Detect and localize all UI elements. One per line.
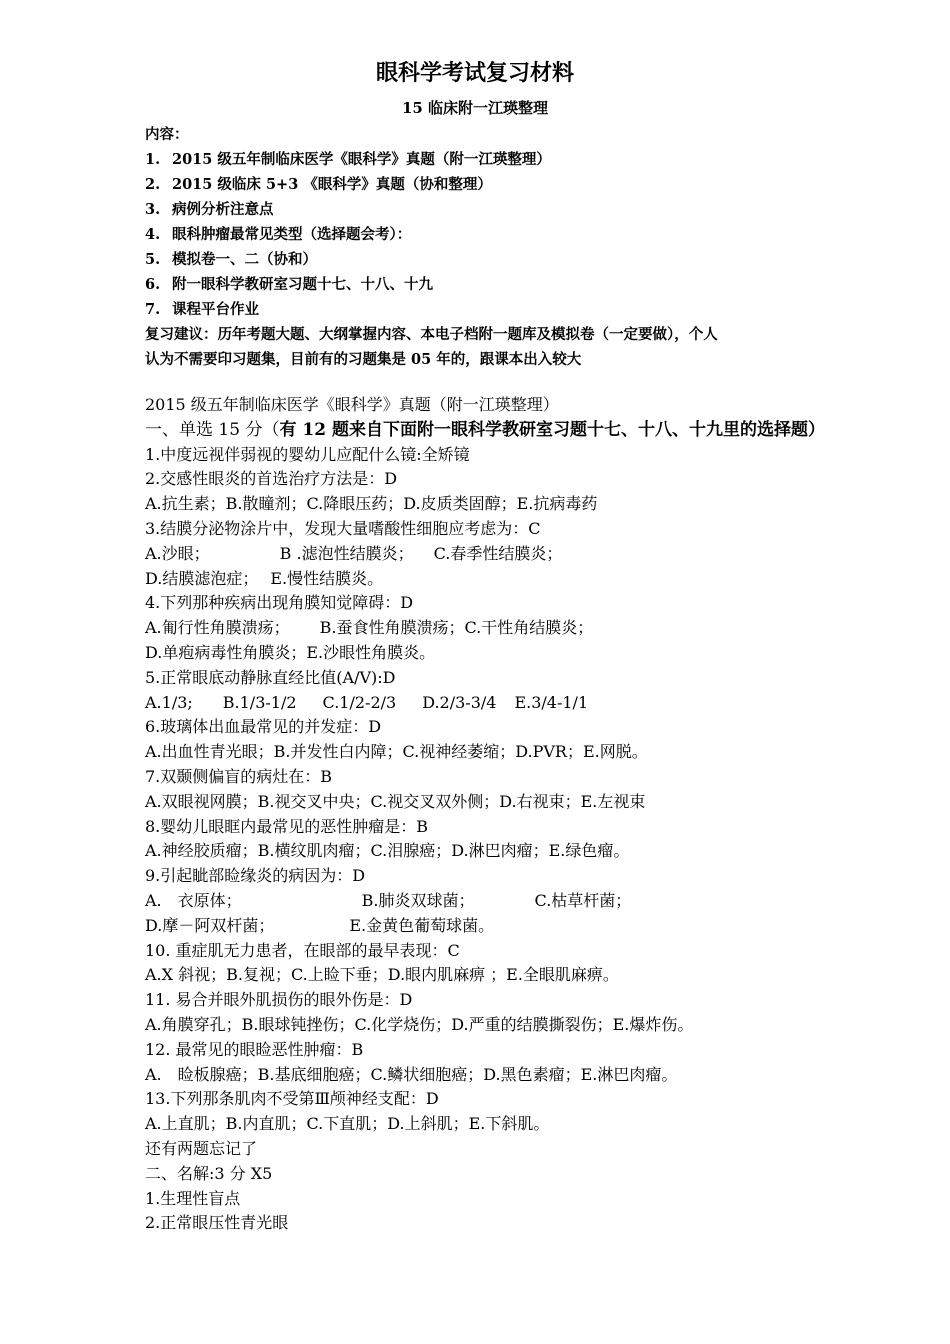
review-advice-line: 复习建议：历年考题大题、大纲掌握内容、本电子档附一题库及模拟卷（一定要做），个人 <box>145 326 718 343</box>
option: B.蚕食性角膜溃疡；C.干性角结膜炎； <box>319 618 594 638</box>
option: E.3/4-1/1 <box>514 692 589 712</box>
contents-item-number: 3. <box>145 201 161 218</box>
section-heading-note: 有 12 题来自下面附一眼科学教研室习题十七、十八、十九里的选择题） <box>279 419 825 440</box>
option: D.摩－阿双杆菌； <box>145 915 275 935</box>
contents-item-number: 2. <box>145 176 161 193</box>
options-line: A.神经胶质瘤；B.横纹肌肉瘤；C.泪腺癌；D.淋巴肉瘤；E.绿色瘤。 <box>145 841 630 861</box>
option: E.慢性结膜炎。 <box>270 568 384 588</box>
options-line <box>145 542 825 567</box>
contents-item <box>145 247 825 272</box>
contents-item-number: 4. <box>145 226 161 243</box>
option: A.1/3; <box>145 692 193 712</box>
contents-list <box>145 122 825 372</box>
options-line: A.X 斜视；B.复视；C.上睑下垂；D.眼内肌麻痹 ；E.全眼肌麻痹。 <box>145 965 619 985</box>
contents-item-text: 课程平台作业 <box>172 301 259 318</box>
option: B.肺炎双球菌； <box>361 890 475 910</box>
contents-item <box>145 147 825 172</box>
question-line: 2.交感性眼炎的首选治疗方法是：D <box>145 469 398 489</box>
question-line: 13.下列那条肌肉不受第Ⅲ颅神经支配：D <box>145 1089 439 1109</box>
question-line: 12. 最常见的眼睑恶性肿瘤：B <box>145 1039 364 1059</box>
question-line: 5.正常眼底动静脉直经比值(A/V):D <box>145 667 396 687</box>
options-line <box>145 914 825 939</box>
options-line <box>145 889 825 914</box>
contents-item <box>145 172 825 197</box>
contents-item-text: 2015 级临床 5+3 《眼科学》真题（协和整理） <box>172 176 492 193</box>
contents-item-number: 1. <box>145 151 161 168</box>
question-line: 11. 易合并眼外肌损伤的眼外伤是：D <box>145 990 413 1010</box>
options-line <box>145 567 825 592</box>
contents-item-text: 病例分析注意点 <box>172 201 274 218</box>
options-line: A.角膜穿孔；B.眼球钝挫伤；C.化学烧伤；D.严重的结膜撕裂伤；E.爆炸伤。 <box>145 1014 694 1034</box>
contents-item-text: 2015 级五年制临床医学《眼科学》真题（附一江瑛整理） <box>172 151 551 168</box>
options-line <box>145 616 825 641</box>
contents-item-number: 6. <box>145 276 161 293</box>
options-line: A. 睑板腺癌；B.基底细胞癌；C.鳞状细胞癌；D.黑色素瘤；E.淋巴肉瘤。 <box>145 1064 678 1084</box>
question-line: 10. 重症肌无力患者，在眼部的最早表现：C <box>145 940 460 960</box>
option: A.沙眼； <box>145 543 210 563</box>
document-title: 眼科学考试复习材料 <box>375 61 574 86</box>
contents-item <box>145 222 825 247</box>
contents-item-text: 眼科肿瘤最常见类型（选择题会考）： <box>172 226 412 243</box>
contents-item <box>145 197 825 222</box>
option: C.春季性结膜炎； <box>433 543 563 563</box>
contents-item-number: 7. <box>145 301 161 318</box>
options-line: A.抗生素；B.散瞳剂；C.降眼压药；D.皮质类固醇；E.抗病毒药 <box>145 494 598 514</box>
question-line: 3.结膜分泌物涂片中，发现大量嗜酸性细胞应考虑为：C <box>145 518 541 538</box>
question-line: 4.下列那种疾病出现角膜知觉障碍：D <box>145 593 414 613</box>
question-line: 9.引起眦部睑缘炎的病因为：D <box>145 866 366 886</box>
options-line <box>145 691 825 716</box>
section-heading-prefix: 一、单选 15 分（ <box>145 419 280 440</box>
term-line: 2.正常眼压性青光眼 <box>145 1213 289 1233</box>
option: B.1/3-1/2 <box>222 692 297 712</box>
section-heading: 二、名解:3 分 X5 <box>145 1163 273 1183</box>
exam-title: 2015 级五年制临床医学《眼科学》真题（附一江瑛整理） <box>145 395 559 414</box>
contents-item-number: 5. <box>145 251 161 268</box>
question-line: 1.中度远视伴弱视的婴幼儿应配什么镜:全矫镜 <box>145 444 470 464</box>
option: D.2/3-3/4 <box>422 692 497 712</box>
option: C.1/2-2/3 <box>322 692 397 712</box>
option: B .滤泡性结膜炎； <box>279 543 414 563</box>
option: C.枯草杆菌； <box>534 890 632 910</box>
note-line: 还有两题忘记了 <box>145 1138 258 1158</box>
question-line: 8.婴幼儿眼眶内最常见的恶性肿瘤是：B <box>145 816 429 836</box>
options-line: A.双眼视网膜；B.视交叉中央；C.视交叉双外侧；D.右视束；E.左视束 <box>145 791 646 811</box>
contents-item <box>145 272 825 297</box>
contents-item-text: 附一眼科学教研室习题十七、十八、十九 <box>172 276 433 293</box>
option: D.结膜滤泡症； <box>145 568 259 588</box>
question-line: 7.双颞侧偏盲的病灶在：B <box>145 766 333 786</box>
section-heading <box>145 418 825 443</box>
review-advice-line: 认为不需要印习题集，目前有的习题集是 05 年的，跟课本出入较大 <box>145 351 582 368</box>
exam-content <box>145 393 825 1236</box>
option: E.金黄色葡萄球菌。 <box>349 915 495 935</box>
document-subtitle: 15 临床附一江瑛整理 <box>401 99 549 117</box>
contents-item-text: 模拟卷一、二（协和） <box>172 251 317 268</box>
options-line: A.上直肌；B.内直肌；C.下直肌；D.上斜肌；E.下斜肌。 <box>145 1114 550 1134</box>
options-line: A.出血性青光眼；B.并发性白内障；C.视神经萎缩；D.PVR；E.网脱。 <box>145 742 648 762</box>
option: A.匍行性角膜溃疡； <box>145 618 290 638</box>
question-line: 6.玻璃体出血最常见的并发症：D <box>145 717 382 737</box>
options-line: D.单疱病毒性角膜炎；E.沙眼性角膜炎。 <box>145 642 436 662</box>
contents-item <box>145 297 825 322</box>
option: A. 衣原体； <box>145 890 242 910</box>
term-line: 1.生理性盲点 <box>145 1188 241 1208</box>
contents-label: 内容： <box>145 126 189 143</box>
